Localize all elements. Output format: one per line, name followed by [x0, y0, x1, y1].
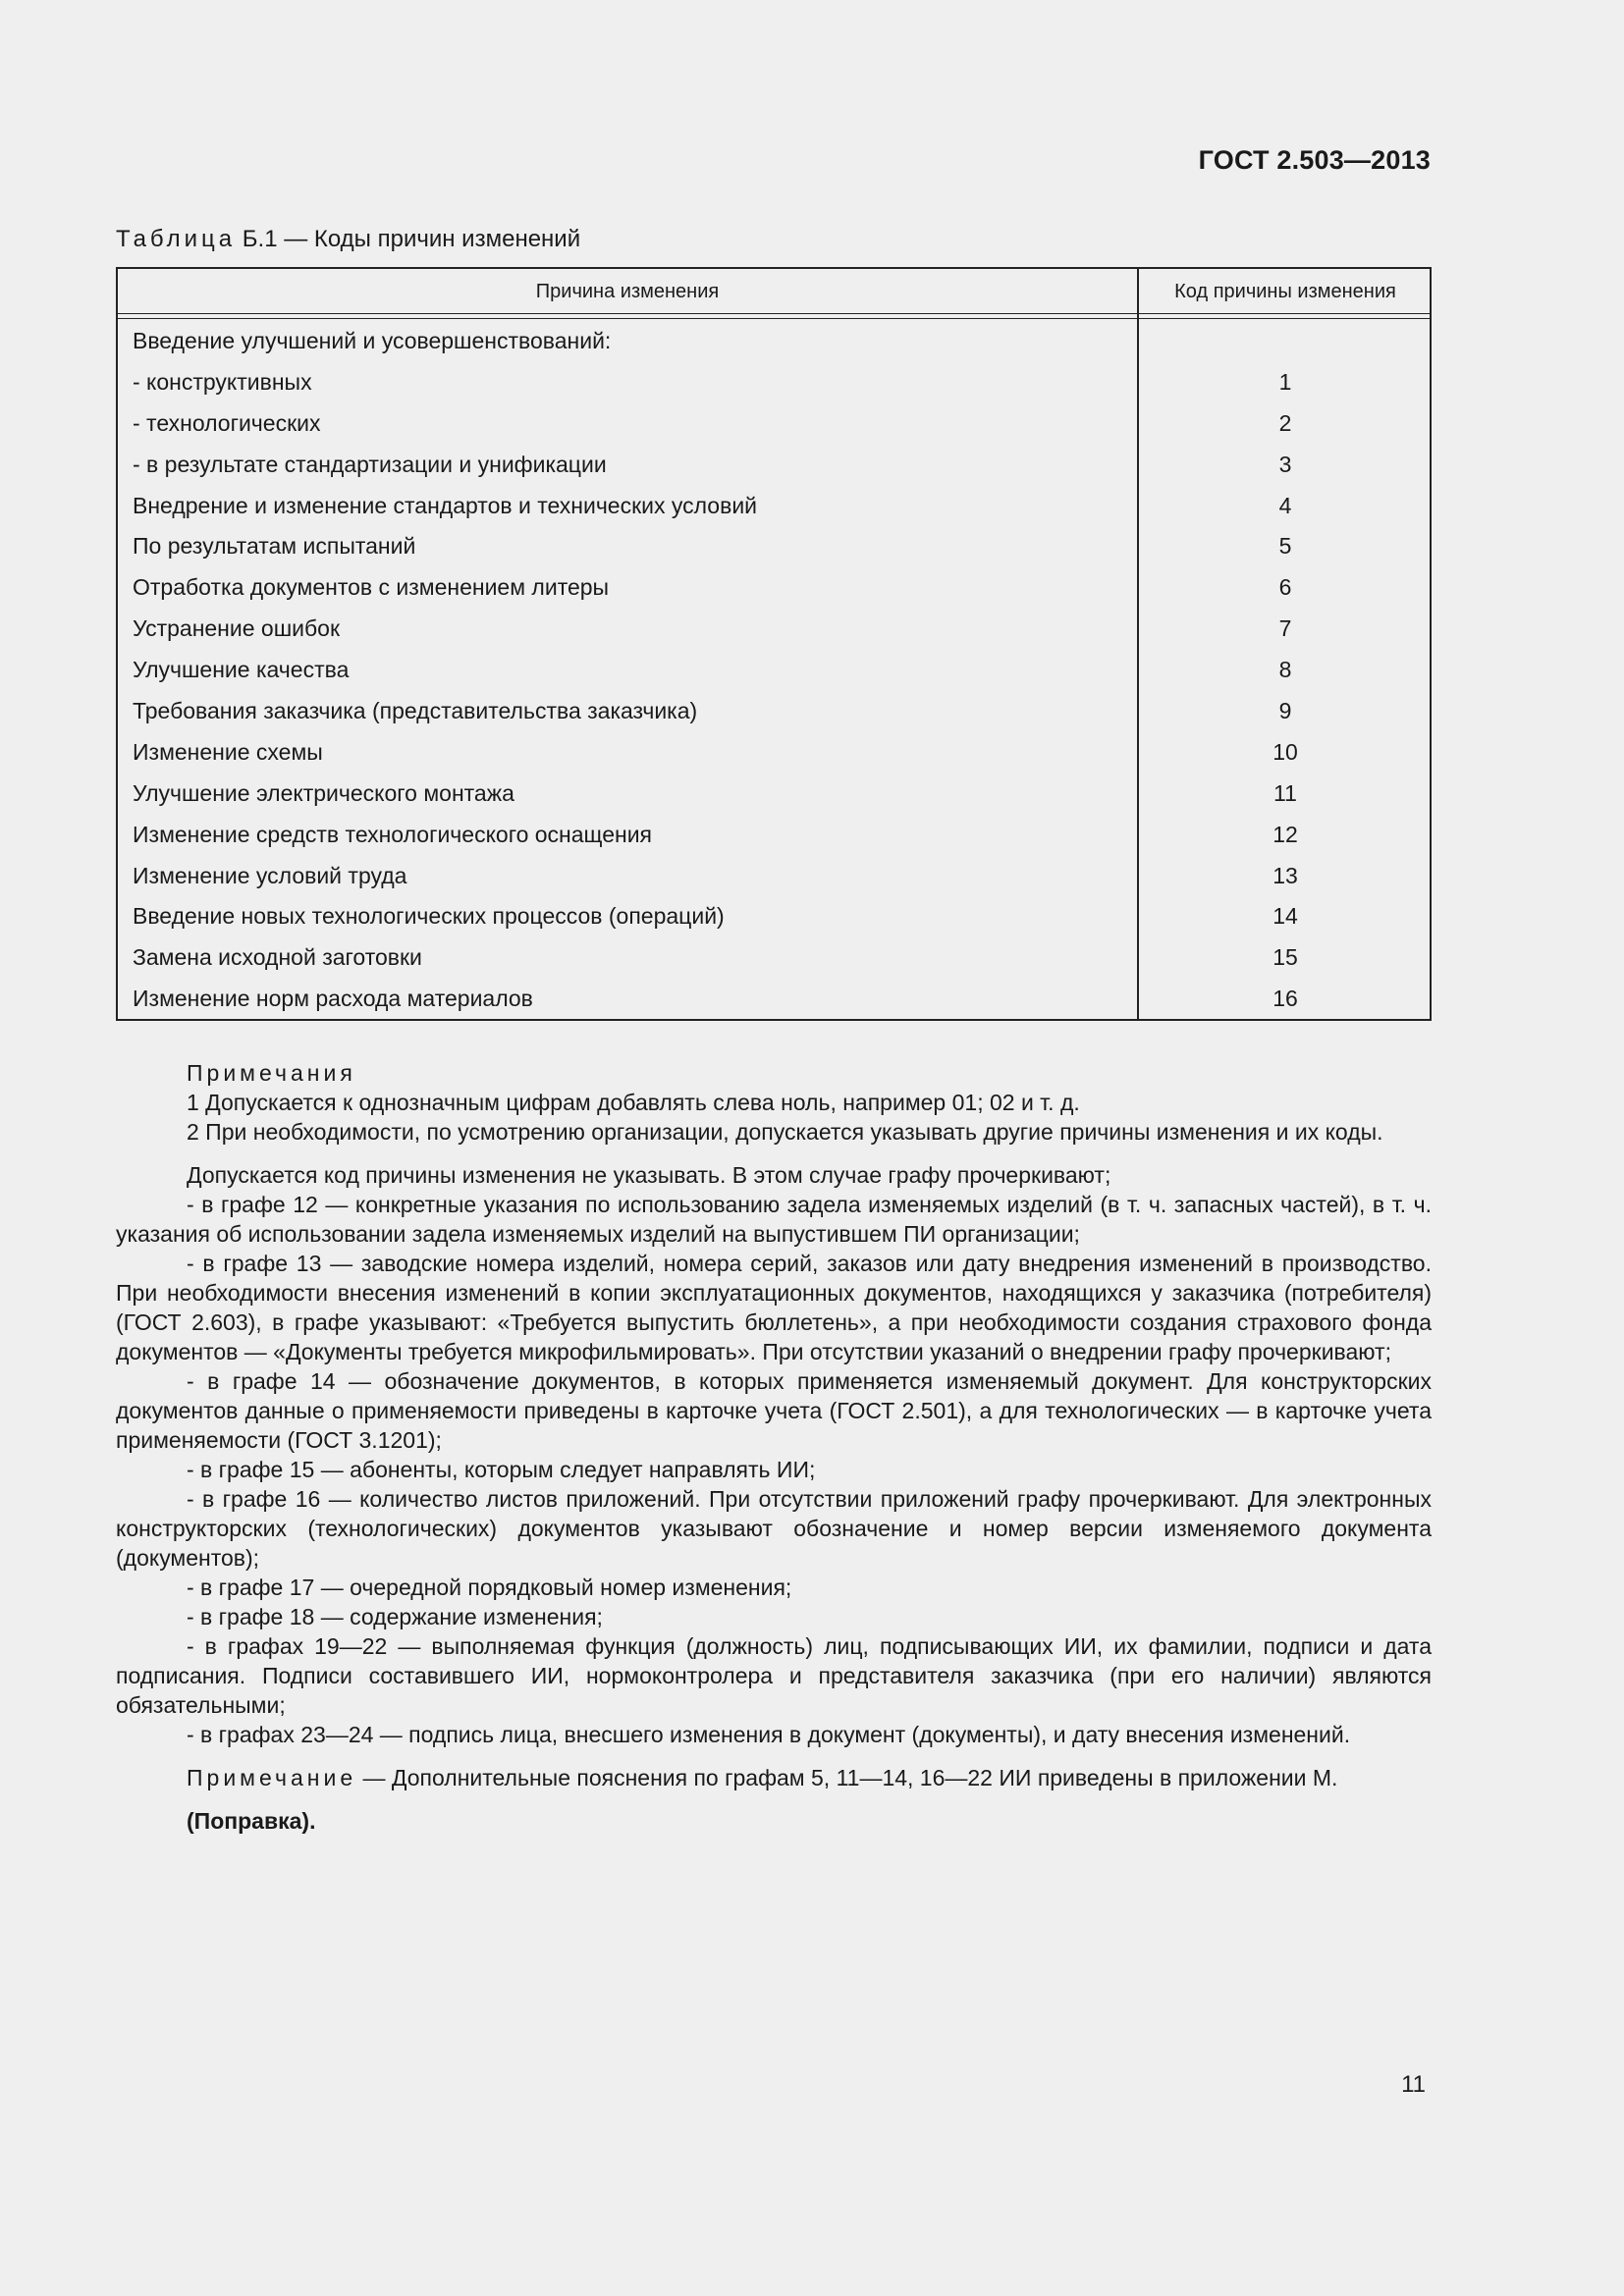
row-reason: Требования заказчика (представительства заказчика) — [133, 698, 698, 724]
row-reason: Изменение средств технологического оснащения — [133, 821, 652, 847]
paragraph: - в графе 14 — обозначение документов, в которых применяется изменяемый документ. Для конструкторских документов данные о применяемости приведены в карточке учета (ГОСТ 2.501), а для технологических — в карточке учета применяемости (ГОСТ 3.1201); — [116, 1368, 1432, 1453]
table-caption — [116, 226, 580, 253]
paragraph: - в графе 12 — конкретные указания по использованию задела изменяемых изделий (в т. ч. запасных частей), в т. ч. указания об использовании задела изменяемых изделий на выпустившем ПИ организации; — [116, 1192, 1432, 1247]
row-reason: Улучшение электрического монтажа — [133, 779, 514, 806]
row-reason: Внедрение и изменение стандартов и технических условий — [133, 492, 758, 518]
table-row — [118, 936, 1430, 978]
row-code: 12 — [1272, 821, 1298, 847]
final-note-text: — Дополнительные пояснения по графам 5, 11—14, 16—22 ИИ приведены в приложении М. — [356, 1765, 1338, 1790]
row-reason: Улучшение качества — [133, 657, 350, 683]
row-code: 8 — [1278, 657, 1292, 683]
paragraph: - в графе 18 — содержание изменения; — [187, 1604, 603, 1629]
row-reason: По результатам испытаний — [133, 533, 416, 560]
paragraph: - в графе 16 — количество листов приложений. При отсутствии приложений графу прочеркивают. Для электронных конструкторских (технологических) документов указывают обозначение и номер версии изменяемого документа (документов); — [116, 1486, 1432, 1571]
amendment-mark: (Поправка). — [187, 1808, 316, 1834]
paragraph: Допускается код причины изменения не указывать. В этом случае графу прочеркивают; — [187, 1162, 1111, 1188]
table-row — [118, 895, 1430, 936]
paragraph: - в графе 15 — абоненты, которым следует направлять ИИ; — [187, 1457, 816, 1482]
row-reason: - в результате стандартизации и унификации — [133, 451, 607, 477]
row-code: 10 — [1272, 738, 1298, 765]
row-reason: - конструктивных — [133, 368, 312, 395]
table-row — [118, 978, 1430, 1019]
document-body — [116, 1058, 1432, 1836]
row-code: 16 — [1272, 986, 1298, 1012]
row-code: 15 — [1272, 944, 1298, 971]
table-row — [118, 566, 1430, 608]
paragraph: - в графах 19—22 — выполняемая функция (должность) лиц, подписывающих ИИ, их фамилии, подписи и дата подписания. Подписи составившего ИИ, нормоконтролера и представителя заказчика (при его наличии) являются обязательными; — [116, 1633, 1432, 1718]
page-number: 11 — [1401, 2071, 1426, 2098]
row-code: 9 — [1278, 698, 1292, 724]
row-code: 11 — [1273, 779, 1297, 806]
column-header-code: Код причины изменения — [1174, 281, 1396, 302]
final-note — [116, 1763, 1432, 1792]
table-caption-word: Таблица — [116, 226, 237, 252]
row-code: 3 — [1278, 451, 1292, 477]
table-row — [118, 773, 1430, 814]
row-reason: Замена исходной заготовки — [133, 944, 422, 971]
row-code: 7 — [1278, 615, 1292, 642]
table-row — [118, 485, 1430, 526]
row-reason: - технологических — [133, 409, 321, 436]
header-rule — [118, 313, 1430, 314]
table-row — [118, 814, 1430, 855]
row-reason: Изменение условий труда — [133, 862, 407, 888]
row-code: 1 — [1278, 368, 1292, 395]
table-row — [118, 608, 1430, 649]
note-item: 2 При необходимости, по усмотрению организации, допускается указывать другие причины изменения и их коды. — [187, 1119, 1383, 1145]
table-row — [118, 525, 1430, 566]
row-reason: Отработка документов с изменением литеры — [133, 574, 610, 601]
paragraph: - в графе 17 — очередной порядковый номер изменения; — [187, 1575, 792, 1600]
table-row — [118, 402, 1430, 444]
final-note-label: Примечание — [187, 1765, 357, 1790]
row-code: 14 — [1272, 903, 1298, 930]
row-reason: Введение новых технологических процессов (операций) — [133, 903, 725, 930]
paragraph: - в графе 13 — заводские номера изделий, номера серий, заказов или дату внедрения изменений в производство. При необходимости внесения изменений в копии эксплуатационных документов, находящихся у заказчика (потребителя) (ГОСТ 2.603), в графе указывают: «Требуется выпустить бюллетень», а при необходимости создания страхового фонда документов — «Документы требуется микрофильмировать». При отсутствии указаний о внедрении графу прочеркивают; — [116, 1251, 1432, 1364]
table-row — [118, 649, 1430, 690]
table-caption-title: Б.1 — Коды причин изменений — [236, 226, 581, 252]
paragraph: - в графах 23—24 — подпись лица, внесшего изменения в документ (документы), и дату внесения изменений. — [187, 1722, 1351, 1747]
row-code: 4 — [1278, 492, 1292, 518]
row-code: 5 — [1278, 533, 1292, 560]
notes-heading: Примечания — [187, 1060, 356, 1086]
reason-codes-table — [116, 267, 1432, 1021]
document-code: ГОСТ 2.503—2013 — [1198, 145, 1431, 175]
table-body — [118, 320, 1430, 1019]
note-item: 1 Допускается к однозначным цифрам добавлять слева ноль, например 01; 02 и т. д. — [187, 1090, 1080, 1115]
table-row — [118, 444, 1430, 485]
header-rule — [118, 318, 1430, 319]
table-row — [118, 855, 1430, 896]
table-row — [118, 361, 1430, 402]
table-row — [118, 731, 1430, 773]
row-code: 2 — [1278, 409, 1292, 436]
row-code: 6 — [1278, 574, 1292, 601]
column-header-reason: Причина изменения — [535, 281, 720, 302]
row-reason: Введение улучшений и усовершенствований: — [133, 328, 612, 353]
table-row — [118, 690, 1430, 731]
row-reason: Устранение ошибок — [133, 615, 341, 642]
row-reason: Изменение норм расхода материалов — [133, 986, 533, 1012]
row-code: 13 — [1272, 862, 1298, 888]
row-reason: Изменение схемы — [133, 738, 323, 765]
table-row — [118, 320, 1430, 361]
